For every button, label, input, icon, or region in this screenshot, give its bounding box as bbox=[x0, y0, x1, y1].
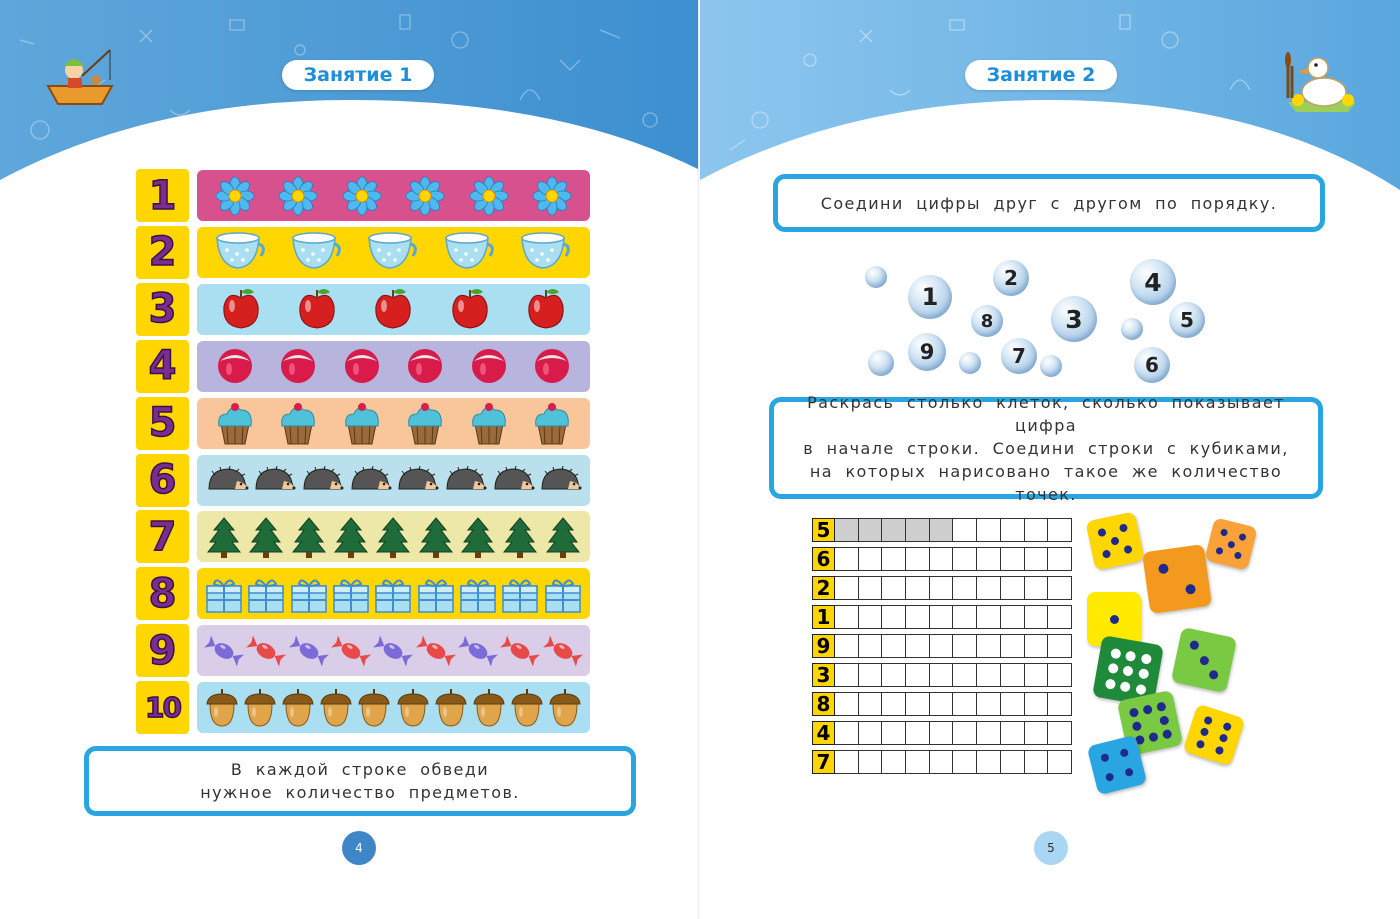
grid-cell[interactable] bbox=[930, 518, 954, 542]
counting-row-8 bbox=[136, 567, 590, 620]
row-number: 3 bbox=[136, 283, 189, 336]
grid-cell[interactable] bbox=[835, 576, 859, 600]
grid-cell[interactable] bbox=[953, 750, 977, 774]
grid-row-number: 7 bbox=[812, 750, 835, 774]
dice-pip bbox=[1158, 715, 1169, 726]
tree-icon[interactable] bbox=[460, 516, 496, 558]
items-strip bbox=[197, 455, 590, 506]
number-bubble-7[interactable]: 7 bbox=[1001, 338, 1037, 374]
dice-pip bbox=[1199, 655, 1210, 666]
cupcake-icon[interactable] bbox=[340, 400, 384, 446]
grid-row-6 bbox=[812, 547, 1072, 571]
grid-cell[interactable] bbox=[882, 518, 906, 542]
cupcake-icon[interactable] bbox=[276, 400, 320, 446]
grid-cell[interactable] bbox=[835, 750, 859, 774]
items-strip bbox=[197, 341, 590, 392]
gift-icon[interactable] bbox=[500, 574, 540, 614]
number-bubble-3[interactable]: 3 bbox=[1051, 296, 1097, 342]
ball-icon[interactable] bbox=[343, 347, 381, 385]
grid-cell[interactable] bbox=[882, 663, 906, 687]
grid-cell[interactable] bbox=[859, 721, 883, 745]
grid-cell[interactable] bbox=[1048, 721, 1072, 745]
dice-pip bbox=[1110, 647, 1122, 659]
dice-pip bbox=[1157, 563, 1168, 574]
grid-cell[interactable] bbox=[882, 634, 906, 658]
grid-cell[interactable] bbox=[859, 605, 883, 629]
dice-pip bbox=[1222, 721, 1232, 731]
flower-icon[interactable] bbox=[469, 176, 509, 216]
grid-cell[interactable] bbox=[977, 518, 1001, 542]
grid-row-5 bbox=[812, 518, 1072, 542]
grid-row-number: 8 bbox=[812, 692, 835, 716]
cup-icon[interactable] bbox=[518, 230, 574, 274]
apple-icon[interactable] bbox=[218, 286, 264, 332]
decorative-bubble bbox=[959, 352, 981, 374]
grid-row-1 bbox=[812, 605, 1072, 629]
acorn-icon[interactable] bbox=[242, 688, 278, 728]
grid-cell[interactable] bbox=[1048, 634, 1072, 658]
dice-pip bbox=[1125, 650, 1137, 662]
cupcake-icon[interactable] bbox=[213, 400, 257, 446]
acorn-icon[interactable] bbox=[318, 688, 354, 728]
grid-row-4 bbox=[812, 721, 1072, 745]
instruction-box-lesson1 bbox=[84, 746, 636, 816]
candy-icon[interactable] bbox=[499, 633, 541, 669]
tree-icon[interactable] bbox=[291, 516, 327, 558]
row-number: 1 bbox=[136, 169, 189, 222]
page-number: 5 bbox=[1034, 831, 1068, 865]
grid-row-9 bbox=[812, 634, 1072, 658]
tree-icon[interactable] bbox=[333, 516, 369, 558]
number-bubble-1[interactable]: 1 bbox=[908, 275, 952, 319]
instruction-text-line2: в начале строки. Соедини строки с кубиками, bbox=[803, 438, 1289, 458]
row-number: 4 bbox=[136, 340, 189, 393]
dice-pip bbox=[1142, 704, 1153, 715]
dice-pip bbox=[1097, 528, 1106, 537]
grid-cell[interactable] bbox=[835, 605, 859, 629]
grid-cell[interactable] bbox=[906, 518, 930, 542]
dice-pip bbox=[1124, 767, 1134, 777]
duck-picture bbox=[1282, 42, 1362, 116]
flower-icon[interactable] bbox=[405, 176, 445, 216]
grid-cell[interactable] bbox=[953, 721, 977, 745]
items-strip bbox=[197, 511, 590, 562]
grid-cell[interactable] bbox=[977, 634, 1001, 658]
dice-pip bbox=[1215, 745, 1225, 755]
dice-pip bbox=[1208, 669, 1219, 680]
cup-icon[interactable] bbox=[442, 230, 498, 274]
grid-cell[interactable] bbox=[882, 750, 906, 774]
dice-pip bbox=[1104, 678, 1116, 690]
dice-pip bbox=[1128, 707, 1139, 718]
decorative-bubble bbox=[1040, 355, 1062, 377]
dice-3-dots[interactable] bbox=[1171, 627, 1237, 693]
acorn-icon[interactable] bbox=[471, 688, 507, 728]
grid-cell[interactable] bbox=[906, 721, 930, 745]
items-strip bbox=[197, 284, 590, 335]
dice-pip bbox=[1120, 680, 1132, 692]
grid-cell[interactable] bbox=[906, 634, 930, 658]
candy-icon[interactable] bbox=[542, 633, 584, 669]
grid-cell[interactable] bbox=[1001, 576, 1025, 600]
number-bubble-4[interactable]: 4 bbox=[1130, 259, 1176, 305]
grid-cell[interactable] bbox=[1025, 692, 1049, 716]
grid-cell[interactable] bbox=[906, 547, 930, 571]
cupcake-icon[interactable] bbox=[467, 400, 511, 446]
grid-cell[interactable] bbox=[835, 518, 859, 542]
grid-cell[interactable] bbox=[906, 750, 930, 774]
grid-cell[interactable] bbox=[977, 721, 1001, 745]
grid-cell[interactable] bbox=[835, 663, 859, 687]
cup-icon[interactable] bbox=[365, 230, 421, 274]
dice-pip bbox=[1131, 721, 1142, 732]
grid-cell[interactable] bbox=[906, 692, 930, 716]
grid-cell[interactable] bbox=[953, 518, 977, 542]
candy-icon[interactable] bbox=[288, 633, 330, 669]
dice-2-dots[interactable] bbox=[1142, 544, 1212, 614]
dice-pip bbox=[1123, 545, 1132, 554]
items-strip bbox=[197, 227, 590, 278]
row-number: 7 bbox=[136, 510, 189, 563]
items-strip bbox=[197, 568, 590, 619]
counting-row-4 bbox=[136, 340, 590, 393]
dice-pip bbox=[1105, 772, 1115, 782]
grid-row-number: 9 bbox=[812, 634, 835, 658]
grid-cell[interactable] bbox=[953, 692, 977, 716]
page-number: 4 bbox=[342, 831, 376, 865]
row-number: 2 bbox=[136, 226, 189, 279]
counting-row-2 bbox=[136, 226, 590, 279]
ball-icon[interactable] bbox=[533, 347, 571, 385]
dice-pip bbox=[1148, 731, 1159, 742]
hedgehog-icon[interactable] bbox=[538, 465, 582, 495]
number-bubble-2[interactable]: 2 bbox=[993, 260, 1029, 296]
gift-icon[interactable] bbox=[289, 574, 329, 614]
instruction-text-line1: В каждой строке обведи bbox=[230, 760, 490, 779]
hedgehog-icon[interactable] bbox=[205, 465, 249, 495]
decorative-bubble bbox=[865, 266, 887, 288]
grid-cell[interactable] bbox=[1048, 692, 1072, 716]
counting-row-5 bbox=[136, 397, 590, 450]
instruction-text-line1: Раскрась столько клеток, сколько показывает цифра bbox=[807, 392, 1285, 435]
gift-icon[interactable] bbox=[416, 574, 456, 614]
dice-pip bbox=[1137, 668, 1149, 680]
grid-row-3 bbox=[812, 663, 1072, 687]
grid-cell[interactable] bbox=[930, 692, 954, 716]
row-number: 5 bbox=[136, 397, 189, 450]
grid-cell[interactable] bbox=[1025, 605, 1049, 629]
decorative-bubble bbox=[1121, 318, 1143, 340]
ball-icon[interactable] bbox=[216, 347, 254, 385]
cup-icon[interactable] bbox=[289, 230, 345, 274]
right-page bbox=[700, 0, 1400, 919]
dice-pip bbox=[1140, 653, 1152, 665]
grid-cell[interactable] bbox=[953, 634, 977, 658]
hedgehog-icon[interactable] bbox=[443, 465, 487, 495]
dice-pip bbox=[1110, 615, 1119, 624]
items-strip bbox=[197, 170, 590, 221]
grid-cell[interactable] bbox=[906, 663, 930, 687]
grid-cell[interactable] bbox=[835, 692, 859, 716]
acorn-icon[interactable] bbox=[204, 688, 240, 728]
flower-icon[interactable] bbox=[532, 176, 572, 216]
grid-cell[interactable] bbox=[930, 750, 954, 774]
dice-pip bbox=[1110, 536, 1119, 545]
grid-cell[interactable] bbox=[1025, 634, 1049, 658]
grid-cell[interactable] bbox=[1025, 663, 1049, 687]
grid-row-8 bbox=[812, 692, 1072, 716]
grid-cell[interactable] bbox=[882, 605, 906, 629]
dice-pip bbox=[1189, 640, 1200, 651]
acorn-icon[interactable] bbox=[395, 688, 431, 728]
fisherman-boat-picture bbox=[44, 46, 116, 108]
counting-row-3 bbox=[136, 283, 590, 336]
dice-pip bbox=[1161, 728, 1172, 739]
grid-row-number: 6 bbox=[812, 547, 835, 571]
candy-icon[interactable] bbox=[415, 633, 457, 669]
hedgehog-icon[interactable] bbox=[348, 465, 392, 495]
tree-icon[interactable] bbox=[418, 516, 454, 558]
row-number: 9 bbox=[136, 624, 189, 677]
grid-row-number: 2 bbox=[812, 576, 835, 600]
dice-pip bbox=[1218, 733, 1228, 743]
items-strip bbox=[197, 625, 590, 676]
hedgehog-icon[interactable] bbox=[300, 465, 344, 495]
dice-pip bbox=[1234, 551, 1242, 559]
cup-icon[interactable] bbox=[213, 230, 269, 274]
candy-icon[interactable] bbox=[245, 633, 287, 669]
grid-cell[interactable] bbox=[1001, 547, 1025, 571]
acorn-icon[interactable] bbox=[433, 688, 469, 728]
candy-icon[interactable] bbox=[457, 633, 499, 669]
grid-cell[interactable] bbox=[1048, 605, 1072, 629]
cupcake-icon[interactable] bbox=[403, 400, 447, 446]
acorn-icon[interactable] bbox=[547, 688, 583, 728]
grid-cell[interactable] bbox=[953, 576, 977, 600]
number-bubble-9[interactable]: 9 bbox=[908, 333, 946, 371]
instruction-text: Соедини цифры друг с другом по порядку. bbox=[820, 193, 1278, 213]
grid-cell[interactable] bbox=[1048, 518, 1072, 542]
acorn-icon[interactable] bbox=[509, 688, 545, 728]
gift-icon[interactable] bbox=[331, 574, 371, 614]
grid-cell[interactable] bbox=[930, 605, 954, 629]
grid-cell[interactable] bbox=[859, 518, 883, 542]
flower-icon[interactable] bbox=[278, 176, 318, 216]
grid-cell[interactable] bbox=[835, 634, 859, 658]
counting-row-7 bbox=[136, 510, 590, 563]
grid-cell[interactable] bbox=[930, 547, 954, 571]
grid-cell[interactable] bbox=[930, 634, 954, 658]
grid-cell[interactable] bbox=[882, 721, 906, 745]
hedgehog-icon[interactable] bbox=[252, 465, 296, 495]
candy-icon[interactable] bbox=[203, 633, 245, 669]
dice-pip bbox=[1100, 753, 1110, 763]
dice-pip bbox=[1203, 715, 1213, 725]
dice-pip bbox=[1215, 547, 1223, 555]
grid-cell[interactable] bbox=[1001, 605, 1025, 629]
grid-row-number: 4 bbox=[812, 721, 835, 745]
grid-cell[interactable] bbox=[930, 663, 954, 687]
grid-cell[interactable] bbox=[835, 547, 859, 571]
dice-pip bbox=[1238, 533, 1246, 541]
grid-cell[interactable] bbox=[859, 663, 883, 687]
number-bubble-8[interactable]: 8 bbox=[971, 305, 1003, 337]
tree-icon[interactable] bbox=[375, 516, 411, 558]
grid-cell[interactable] bbox=[977, 663, 1001, 687]
gift-icon[interactable] bbox=[204, 574, 244, 614]
grid-cell[interactable] bbox=[859, 576, 883, 600]
ball-icon[interactable] bbox=[279, 347, 317, 385]
grid-cell[interactable] bbox=[1025, 518, 1049, 542]
grid-cell[interactable] bbox=[1048, 576, 1072, 600]
apple-icon[interactable] bbox=[294, 286, 340, 332]
dice-pip bbox=[1196, 739, 1206, 749]
apple-icon[interactable] bbox=[523, 286, 569, 332]
grid-cell[interactable] bbox=[1025, 576, 1049, 600]
candy-icon[interactable] bbox=[330, 633, 372, 669]
apple-icon[interactable] bbox=[370, 286, 416, 332]
grid-row-number: 5 bbox=[812, 518, 835, 542]
lesson-title: Занятие 1 bbox=[282, 60, 434, 90]
grid-row-number: 3 bbox=[812, 663, 835, 687]
decorative-bubble bbox=[868, 350, 894, 376]
tree-icon[interactable] bbox=[248, 516, 284, 558]
counting-row-9 bbox=[136, 624, 590, 677]
dice-pip bbox=[1220, 528, 1228, 536]
hedgehog-icon[interactable] bbox=[395, 465, 439, 495]
grid-cell[interactable] bbox=[953, 605, 977, 629]
grid-cell[interactable] bbox=[1025, 750, 1049, 774]
grid-cell[interactable] bbox=[859, 692, 883, 716]
grid-cell[interactable] bbox=[977, 576, 1001, 600]
grid-cell[interactable] bbox=[977, 692, 1001, 716]
grid-cell[interactable] bbox=[953, 547, 977, 571]
acorn-icon[interactable] bbox=[356, 688, 392, 728]
grid-cell[interactable] bbox=[882, 576, 906, 600]
grid-cell[interactable] bbox=[977, 547, 1001, 571]
dice-pip bbox=[1227, 540, 1235, 548]
instruction-box-connect-numbers bbox=[773, 174, 1325, 232]
instruction-text-line3: на которых нарисовано такое же количество точек. bbox=[809, 461, 1283, 504]
grid-cell[interactable] bbox=[906, 605, 930, 629]
dice-pip bbox=[1119, 523, 1128, 532]
tree-icon[interactable] bbox=[502, 516, 538, 558]
grid-cell[interactable] bbox=[1001, 518, 1025, 542]
grid-cell[interactable] bbox=[859, 634, 883, 658]
counting-row-10 bbox=[136, 681, 590, 734]
dice-5-dots[interactable] bbox=[1085, 511, 1144, 570]
grid-cell[interactable] bbox=[953, 663, 977, 687]
counting-row-6 bbox=[136, 454, 590, 507]
number-bubble-6[interactable]: 6 bbox=[1134, 347, 1170, 383]
dice-pip bbox=[1185, 584, 1196, 595]
grid-cell[interactable] bbox=[1025, 721, 1049, 745]
dice-pip bbox=[1135, 683, 1147, 695]
gift-icon[interactable] bbox=[246, 574, 286, 614]
grid-cell[interactable] bbox=[1001, 721, 1025, 745]
grid-cell[interactable] bbox=[906, 576, 930, 600]
flower-icon[interactable] bbox=[342, 176, 382, 216]
grid-cell[interactable] bbox=[1048, 750, 1072, 774]
grid-cell[interactable] bbox=[1001, 750, 1025, 774]
instruction-box-color-cells bbox=[769, 392, 1323, 504]
row-number: 10 bbox=[136, 681, 189, 734]
row-number: 6 bbox=[136, 454, 189, 507]
grid-row-7 bbox=[812, 750, 1072, 774]
ball-icon[interactable] bbox=[406, 347, 444, 385]
gift-icon[interactable] bbox=[543, 574, 583, 614]
grid-row-number: 1 bbox=[812, 605, 835, 629]
dice-pip bbox=[1199, 727, 1209, 737]
grid-cell[interactable] bbox=[859, 547, 883, 571]
grid-cell[interactable] bbox=[1048, 547, 1072, 571]
gift-icon[interactable] bbox=[373, 574, 413, 614]
number-bubble-5[interactable]: 5 bbox=[1169, 302, 1205, 338]
grid-cell[interactable] bbox=[835, 721, 859, 745]
dice-pip bbox=[1122, 665, 1134, 677]
hedgehog-icon[interactable] bbox=[491, 465, 535, 495]
grid-cell[interactable] bbox=[859, 750, 883, 774]
dice-pip bbox=[1107, 663, 1119, 675]
grid-cell[interactable] bbox=[977, 750, 1001, 774]
tree-icon[interactable] bbox=[206, 516, 242, 558]
apple-icon[interactable] bbox=[447, 286, 493, 332]
grid-cell[interactable] bbox=[1048, 663, 1072, 687]
grid-cell[interactable] bbox=[977, 605, 1001, 629]
grid-cell[interactable] bbox=[930, 721, 954, 745]
candy-icon[interactable] bbox=[372, 633, 414, 669]
dice-pip bbox=[1119, 748, 1129, 758]
row-number: 8 bbox=[136, 567, 189, 620]
grid-cell[interactable] bbox=[930, 576, 954, 600]
cupcake-icon[interactable] bbox=[530, 400, 574, 446]
items-strip bbox=[197, 398, 590, 449]
grid-cell[interactable] bbox=[1001, 634, 1025, 658]
grid-row-2 bbox=[812, 576, 1072, 600]
lesson-title: Занятие 2 bbox=[965, 60, 1117, 90]
instruction-text-line2: нужное количество предметов. bbox=[200, 783, 520, 802]
items-strip bbox=[197, 682, 590, 733]
grid-cell[interactable] bbox=[1001, 692, 1025, 716]
ball-icon[interactable] bbox=[470, 347, 508, 385]
acorn-icon[interactable] bbox=[280, 688, 316, 728]
grid-cell[interactable] bbox=[882, 547, 906, 571]
dice-pip bbox=[1102, 549, 1111, 558]
counting-row-1 bbox=[136, 169, 590, 222]
grid-cell[interactable] bbox=[1001, 663, 1025, 687]
flower-icon[interactable] bbox=[215, 176, 255, 216]
dice-pip bbox=[1155, 701, 1166, 712]
gift-icon[interactable] bbox=[458, 574, 498, 614]
grid-cell[interactable] bbox=[882, 692, 906, 716]
grid-cell[interactable] bbox=[1025, 547, 1049, 571]
tree-icon[interactable] bbox=[545, 516, 581, 558]
